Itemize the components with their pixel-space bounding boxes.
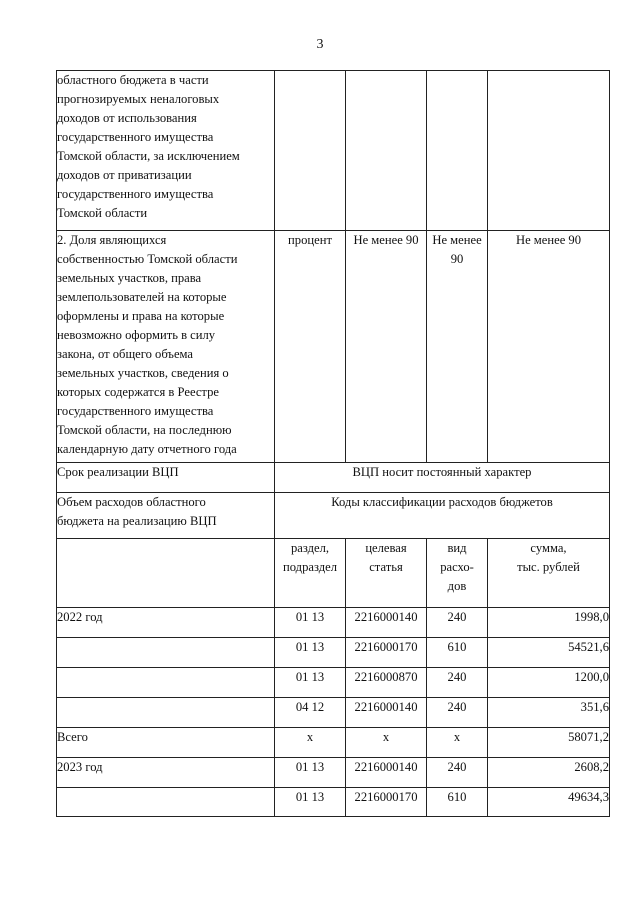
row-type: 240	[427, 608, 488, 638]
text-line: Объем расходов областного	[57, 495, 206, 509]
row-type: x	[427, 728, 488, 758]
row-section: 01 13	[275, 638, 346, 668]
row-label	[57, 668, 275, 698]
row-target: 2216000170	[346, 638, 427, 668]
text-line: которых содержатся в Реестре	[57, 385, 219, 399]
codes-header: Коды классификации расходов бюджетов	[275, 493, 610, 539]
text-line: прогнозируемых неналоговых	[57, 92, 220, 106]
text-line: государственного имущества	[57, 404, 214, 418]
row-section: x	[275, 728, 346, 758]
expenses-header-row	[57, 493, 610, 539]
text-line: Томской области, за исключением	[57, 149, 240, 163]
row-section: 01 13	[275, 758, 346, 788]
header-line: дов	[447, 579, 467, 593]
text-line: земельных участков, права	[57, 271, 202, 285]
indicator-2-description	[57, 231, 275, 463]
empty-cell	[488, 71, 610, 231]
text-line: бюджета на реализацию ВЦП	[57, 514, 217, 528]
row-label: 2023 год	[57, 758, 275, 788]
empty-cell	[346, 71, 427, 231]
empty-cell	[275, 71, 346, 231]
row-sum: 58071,2	[488, 728, 610, 758]
header-line: целевая	[365, 541, 407, 555]
text-line: государственного имущества	[57, 187, 214, 201]
indicator-2-value-1: Не менее 90	[346, 231, 427, 463]
row-target: 2216000140	[346, 758, 427, 788]
text-line: оформлены и права на которые	[57, 309, 225, 323]
text-line: доходов от использования	[57, 111, 197, 125]
col-sum-header	[488, 539, 610, 608]
col-type-header	[427, 539, 488, 608]
table-row	[57, 608, 610, 638]
term-label: Срок реализации ВЦП	[57, 463, 275, 493]
indicator-2-row	[57, 231, 610, 463]
text-line: 2. Доля являющихся	[57, 233, 167, 247]
row-label	[57, 638, 275, 668]
text-line: собственностью Томской области	[57, 252, 238, 266]
page-number: 3	[316, 37, 324, 52]
row-sum: 49634,3	[488, 788, 610, 817]
col-section-header	[275, 539, 346, 608]
indicator-1-description	[57, 71, 275, 231]
expenses-label	[57, 493, 275, 539]
row-label	[57, 698, 275, 728]
row-label: Всего	[57, 728, 275, 758]
row-target: 2216000140	[346, 608, 427, 638]
header-line: раздел,	[290, 541, 330, 555]
indicator-2-value-3: Не менее 90	[488, 231, 610, 463]
text-line: областного бюджета в части	[57, 73, 209, 87]
indicator-1-row	[57, 71, 610, 231]
row-section: 01 13	[275, 788, 346, 817]
indicator-2-value-2: Не менее 90	[427, 231, 488, 463]
header-line: расхо-	[440, 560, 474, 574]
header-line: статья	[369, 560, 403, 574]
column-header-row	[57, 539, 610, 608]
empty-cell	[427, 71, 488, 231]
table-row	[57, 758, 610, 788]
row-section: 01 13	[275, 608, 346, 638]
text-line: Томской области, на последнюю	[57, 423, 232, 437]
text-line: доходов от приватизации	[57, 168, 192, 182]
term-value: ВЦП носит постоянный характер	[275, 463, 610, 493]
text-line: земельных участков, сведения о	[57, 366, 229, 380]
header-line: вид	[447, 541, 467, 555]
program-table	[56, 70, 610, 817]
row-type: 240	[427, 698, 488, 728]
row-target: 2216000140	[346, 698, 427, 728]
row-type: 610	[427, 638, 488, 668]
empty-cell	[57, 539, 275, 608]
row-section: 04 12	[275, 698, 346, 728]
term-row	[57, 463, 610, 493]
table-row-total	[57, 728, 610, 758]
row-type: 240	[427, 668, 488, 698]
row-target: 2216000870	[346, 668, 427, 698]
text-line: государственного имущества	[57, 130, 214, 144]
header-line: тыс. рублей	[517, 560, 580, 574]
row-type: 610	[427, 788, 488, 817]
text-line: Томской области	[57, 206, 148, 220]
table-row	[57, 668, 610, 698]
header-line: сумма,	[530, 541, 567, 555]
row-sum: 54521,6	[488, 638, 610, 668]
row-type: 240	[427, 758, 488, 788]
table-row	[57, 698, 610, 728]
row-target: x	[346, 728, 427, 758]
text-line: календарную дату отчетного года	[57, 442, 237, 456]
row-target: 2216000170	[346, 788, 427, 817]
text-line: закона, от общего объема	[57, 347, 194, 361]
table-row	[57, 638, 610, 668]
col-target-header	[346, 539, 427, 608]
row-sum: 2608,2	[488, 758, 610, 788]
row-sum: 1200,0	[488, 668, 610, 698]
indicator-2-unit: процент	[275, 231, 346, 463]
row-sum: 1998,0	[488, 608, 610, 638]
row-label: 2022 год	[57, 608, 275, 638]
text-line: землепользователей на которые	[57, 290, 227, 304]
header-line: подраздел	[283, 560, 337, 574]
row-sum: 351,6	[488, 698, 610, 728]
text-line: невозможно оформить в силу	[57, 328, 216, 342]
row-label	[57, 788, 275, 817]
row-section: 01 13	[275, 668, 346, 698]
table-row	[57, 788, 610, 817]
